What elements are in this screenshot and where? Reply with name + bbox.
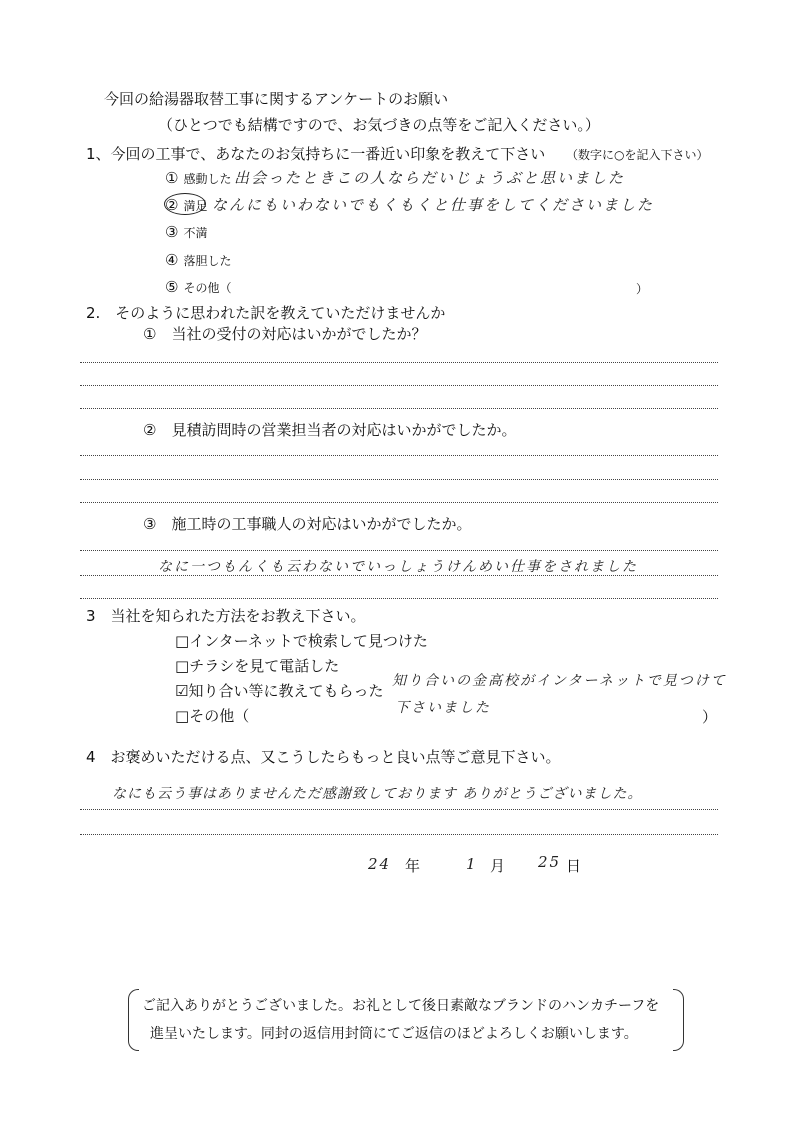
date-year-unit: 年 xyxy=(405,857,421,875)
answer-line xyxy=(80,834,718,835)
option-label: 不満 xyxy=(183,226,208,240)
option-number: ④ xyxy=(165,251,179,269)
q1-option-3 xyxy=(165,222,208,241)
answer-line xyxy=(80,809,718,810)
option-label: 感動した xyxy=(183,172,232,186)
thank-you-line-2: 進呈いたします。同封の返信用封筒にてご返信のほどよろしくお願いします。 xyxy=(150,1026,638,1042)
q1-handwritten-answer-2: なんにもいわないでもくもくと仕事をしてくださいました xyxy=(212,196,655,214)
answer-line xyxy=(80,385,718,386)
q3-option-4 xyxy=(175,705,249,726)
checked-checkbox-icon: ☑ xyxy=(175,682,189,700)
q1-option-5 xyxy=(165,277,232,296)
answer-line xyxy=(80,502,718,503)
option-number: ③ xyxy=(165,223,179,241)
date-month-value: 1 xyxy=(466,855,478,873)
q3-handwritten-answer-2: 下さいました xyxy=(395,700,491,716)
checkbox-icon: □ xyxy=(175,707,190,725)
answer-line xyxy=(80,575,718,576)
q1-handwritten-answer-1: 出会ったときこの人ならだいじょうぶと思いました xyxy=(234,169,626,187)
answer-line xyxy=(80,598,718,599)
date-day-value: 25 xyxy=(538,853,562,871)
q3-option-1 xyxy=(175,630,428,651)
q4-label: 4 お褒めいただける点、又こうしたらもっと良い点等ご意見下さい。 xyxy=(86,748,561,766)
answer-line xyxy=(80,362,718,363)
option-label: 知り合い等に教えてもらった xyxy=(188,682,384,700)
q3-label: 3 当社を知られた方法をお教え下さい。 xyxy=(86,607,366,625)
checkbox-icon: □ xyxy=(175,657,190,675)
q1-option-4 xyxy=(165,250,232,269)
q4-handwritten-answer: なにも云う事はありませんただ感謝致しております ありがとうございました。 xyxy=(112,786,643,802)
option-number: ① xyxy=(165,169,179,187)
option-label: 満足 xyxy=(183,199,208,213)
q2-sub2: ② 見積訪問時の営業担当者の対応はいかがでしたか。 xyxy=(143,421,517,439)
q3-option-2 xyxy=(175,655,339,676)
q1-label: 1、今回の工事で、あなたのお気持ちに一番近い印象を教えて下さい xyxy=(86,145,546,163)
option-number: ⑤ xyxy=(165,278,179,296)
answer-line xyxy=(80,408,718,409)
q1-option-1 xyxy=(165,168,232,187)
option-label: その他（ xyxy=(183,281,232,295)
q3-option-3 xyxy=(175,680,383,701)
q3-option-4-close: ） xyxy=(702,708,718,726)
option-label: 落胆した xyxy=(183,254,232,268)
option-label: インターネットで検索して見つけた xyxy=(189,632,428,650)
checkbox-icon: □ xyxy=(175,632,190,650)
date-day-unit: 日 xyxy=(566,857,582,875)
q3-handwritten-answer-1: 知り合いの金高校がインターネットで見つけて xyxy=(392,673,727,689)
date-year-value: 24 xyxy=(368,855,392,873)
thank-you-line-1: ご記入ありがとうございました。お礼として後日素敵なブランドのハンカチーフを xyxy=(142,998,660,1014)
survey-subtitle: （ひとつでも結構ですので、お気づきの点等をご記入ください。） xyxy=(158,116,600,134)
option-label: その他（ xyxy=(189,707,250,725)
left-bracket xyxy=(128,989,139,1051)
option-number: ② xyxy=(165,196,179,214)
right-bracket xyxy=(673,989,684,1051)
q2-sub3-handwritten-answer: なに一つもんくも云わないでいっしょうけんめい仕事をされました xyxy=(158,559,638,575)
date-month-unit: 月 xyxy=(490,857,506,875)
q1-option-5-close: ） xyxy=(636,282,649,296)
answer-line xyxy=(80,550,718,551)
q1-note: （数字に○を記入下さい） xyxy=(566,148,709,162)
answer-line xyxy=(80,479,718,480)
thank-you-note xyxy=(128,989,684,1049)
q2-sub1: ① 当社の受付の対応はいかがでしたか？ xyxy=(143,325,427,343)
q2-sub3: ③ 施工時の工事職人の対応はいかがでしたか。 xyxy=(143,515,472,533)
q1-option-2 xyxy=(165,195,208,214)
q2-label: 2. そのように思われた訳を教えていただけませんか xyxy=(86,304,446,322)
answer-line xyxy=(80,455,718,456)
option-label: チラシを見て電話した xyxy=(189,657,340,675)
survey-title: 今回の給湯器取替工事に関するアンケートのお願い xyxy=(104,90,449,108)
